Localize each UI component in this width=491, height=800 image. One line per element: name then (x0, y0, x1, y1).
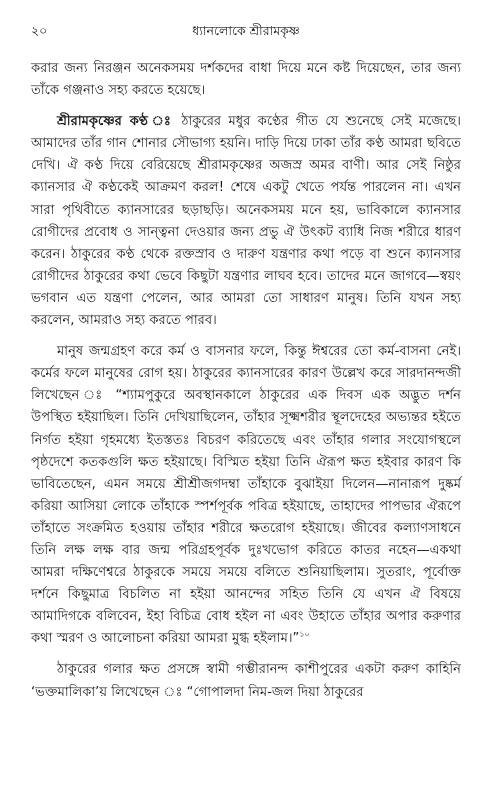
section-heading: শ্রীরামকৃষ্ণের কণ্ঠ ঃ (57, 114, 175, 130)
body-text (31, 58, 461, 704)
paragraph-text: মানুষ জন্মগ্রহণ করে কর্ম ও বাসনার ফলে, কিন্তু ঈশ্বরের তো কর্ম-বাসনা নেই। কর্মের ফলে মানুষের রোগ হয়। ঠাকুরের ক্যানসারের কারণ উল্লেখ করে সারদানন্দজী লিখেছেন ঃ “শ্যামপুকুরে অবস্থানকালে ঠাকুরের এক দিবস এক অদ্ভুত দর্শন উপস্থিত হইয়াছিল। তিনি দেখিয়াছিলেন, তাঁহার সূক্ষ্মশরীর স্থূলদেহের অভ্যন্তর হইতে নির্গত হইয়া গৃহমধ্যে ইতস্ততঃ বিচরণ করিতেছে এবং তাঁহার গলার সংযোগস্থলে পৃষ্ঠদেশে কতকগুলি ক্ষত হইয়াছে। বিস্মিত হইয়া তিনি ঐরূপ ক্ষত হইবার কারণ কি ভাবিতেছেন, এমন সময়ে শ্রীশ্রীজগদম্বা তাঁহাকে বুঝাইয়া দিলেন—নানারূপ দুষ্কর্ম করিয়া আসিয়া লোকে তাঁহাকে স্পর্শপূর্বক পবিত্র হইয়াছে, তাহাদের পাপভার ঐরূপে তাঁহাতে সংক্রমিত হওয়ায় তাঁহার শরীরে ক্ষতরোগ হইয়াছে। জীবের কল্যাণসাধনে তিনি লক্ষ লক্ষ বার জন্ম পরিগ্রহপূর্বক দুঃখভোগ করিতে কাতর নহেন—একথা আমরা দক্ষিণেশ্বরে ঠাকুরকে সময়ে সময়ে বলিতে শুনিয়াছিলাম। সুতরাং, পূর্বোক্ত দর্শনে কিছুমাত্র বিচলিত না হইয়া আনন্দের সহিত তিনি যে এখন ঐ বিষয়ে আমাদিগকে বলিবেন, ইহা বিচিত্র বোধ হইল না এবং উহাতে তাঁহার অপার করুণার কথা স্মরণ ও আলোচনা করিয়া আমরা মুগ্ধ হইলাম।” (31, 344, 461, 647)
footnote-reference: ১০ (299, 629, 310, 639)
paragraph-final (31, 659, 461, 703)
paragraph-throat-section (31, 111, 461, 332)
paragraph-text: করার জন্য নিরঞ্জন অনেকসময় দর্শকদের বাধা দিয়ে মনে কষ্ট দিয়েছেন, তার জন্য তাঁকে গঞ্জনাও সহ্য করতে হয়েছে। (31, 61, 461, 99)
page-header (31, 20, 461, 42)
running-title: ধ্যানলোকে শ্রীরামকৃষ্ণ (192, 23, 300, 38)
paragraph-continuation (31, 58, 461, 102)
paragraph-text: ঠাকুরের মধুর কণ্ঠের গীত যে শুনেছে সেই মজেছে। আমাদের তাঁর গান শোনার সৌভাগ্য হয়নি। দাড়ি দিয়ে ঢাকা তাঁর কণ্ঠ আমরা ছবিতে দেখি। ঐ কণ্ঠ দিয়ে বেরিয়েছে শ্রীরামকৃষ্ণের অজস্র অমর বাণী। আর সেই নিষ্ঠুর ক্যানসার ঐ কণ্ঠকেই আক্রমণ করল! শেষে একটু খেতে পর্যন্ত পারলেন না। এখন সারা পৃথিবীতে ক্যানসারের ছড়াছড়ি। অনেকসময় মনে হয়, ভাবিকালে ক্যানসার রোগীদের প্রবোধ ও সান্ত্বনা দেওয়ার জন্য প্রভু ঐ উৎকট ব্যাধি নিজ শরীরে ধারণ করেন। ঠাকুরের কণ্ঠ থেকে রক্তস্রাব ও দারুণ যন্ত্রণার কথা পড়ে বা শুনে ক্যানসার রোগীদের ঠাকুরের কথা ভেবে কিছুটা যন্ত্রণার লাঘব হবে। তাদের মনে জাগবে—স্বয়ং ভগবান এত যন্ত্রণা পেলেন, আর আমরা তো সাধারণ মানুষ। তিনি যখন সহ্য করলেন, আমরাও সহ্য করতে পারব। (31, 114, 461, 329)
page-number: ২০ (31, 23, 48, 38)
paragraph-quotation (31, 341, 461, 650)
paragraph-text: ঠাকুরের গলার ক্ষত প্রসঙ্গে স্বামী গম্ভীরানন্দ কাশীপুরের একটা করুণ কাহিনি ‘ভক্তমালিকা’য় লিখেছেন ঃ “গোপালদা নিম-জল দিয়া ঠাকুরের (31, 662, 461, 700)
